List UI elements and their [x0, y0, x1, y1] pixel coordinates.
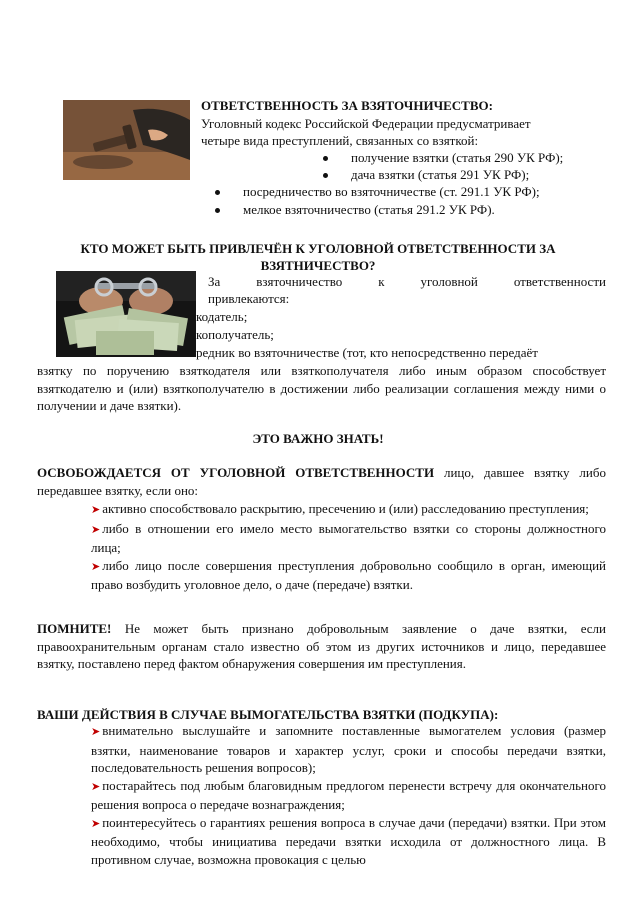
list-item-text: внимательно выслушайте и запомните поставленные вымогателем условия (размер взятки, наименование товаров и характер услуг, сроки и способы передачи взятки, последовательность решения вопросов);	[91, 723, 606, 775]
section5-title: ВАШИ ДЕЙСТВИЯ В СЛУЧАЕ ВЫМОГАТЕЛЬСТВА ВЗЯТКИ (ПОДКУПА):	[37, 707, 499, 722]
gavel-photo	[63, 100, 190, 180]
list-item	[91, 814, 606, 869]
arrow-bullet-icon: ➤	[91, 560, 101, 573]
s2-item-intermediary: редник во взяточничестве (тот, кто непосредственно передаёт	[196, 345, 538, 360]
intro-word: За	[208, 274, 221, 289]
remember-bold: ПОМНИТЕ!	[37, 621, 112, 636]
section1-line1: Уголовный кодекс Российской Федерации предусматривает	[201, 116, 531, 131]
s1-item-2: дача взятки (статья 291 УК РФ);	[351, 167, 530, 182]
remember-paragraph	[37, 620, 606, 673]
gavel-photo-art	[63, 100, 190, 180]
section2-paragraph: взятку по поручению взяткодателя или взяткополучателя либо иным образом способствует взяткодателю и (или) взяткополучателю в достижении либо реализации соглашения между ними о получении и даче взятки).	[37, 363, 606, 413]
handcuffs-money-art	[56, 271, 196, 357]
intro-word: уголовной	[420, 274, 478, 289]
s2-item-giver: кодатель;	[196, 309, 248, 324]
s1-item-3: посредничество во взяточничестве (ст. 291.1 УК РФ);	[243, 184, 540, 199]
section3-lead	[37, 464, 606, 499]
list-item-text: либо лицо после совершения преступления добровольно сообщило в орган, имеющий право возбудить уголовное дело, о даче (передаче) взятки.	[91, 557, 606, 592]
list-item-text: активно способствовало раскрытию, пресечению и (или) расследованию преступления;	[102, 501, 589, 516]
list-item	[91, 722, 606, 777]
list-item-text: постарайтесь под любым благовидным предлогом перенести встречу для окончательного решения вопроса о передаче вознаграждения;	[91, 777, 606, 812]
list-item	[91, 777, 606, 814]
intro-word: взяточничество	[256, 274, 343, 289]
s1-item-4: мелкое взяточничество (статья 291.2 УК РФ).	[243, 202, 495, 217]
remember-text: Не может быть признано добровольным заявление о даче взятки, если правоохранительным органам стало известно об этом из других источников и лицо, передавшее взятку, поставлено перед фактом обнаружения совершения им преступления.	[37, 621, 606, 671]
list-item	[91, 520, 606, 557]
section1-line2: четыре вида преступлений, связанных со взяткой:	[201, 133, 479, 148]
section3-title: ЭТО ВАЖНО ЗНАТЬ!	[252, 431, 384, 446]
bullet-dot-icon	[323, 156, 328, 161]
section1-title: ОТВЕТСТВЕННОСТЬ ЗА ВЗЯТОЧНИЧЕСТВО:	[201, 98, 493, 113]
arrow-bullet-icon: ➤	[91, 726, 101, 738]
s2-item-taker: кополучатель;	[196, 327, 274, 342]
arrow-bullet-icon: ➤	[91, 780, 101, 793]
arrow-bullet-icon: ➤	[91, 504, 101, 516]
list-item-text: поинтересуйтесь о гарантиях решения вопроса в случае дачи (передачи) взятки. При этом необходимо, чтобы инициатива передачи взятки исходила от должностного лица. В противном случае, возможна провокация с целью	[91, 814, 606, 867]
bullet-dot-icon	[215, 190, 220, 195]
section2-title-line1: КТО МОЖЕТ БЫТЬ ПРИВЛЕЧЁН К УГОЛОВНОЙ ОТВЕТСТВЕННОСТИ ЗА	[80, 241, 556, 256]
list-item-text: либо в отношении его имело место вымогательство взятки со стороны должностного лица;	[91, 520, 606, 555]
section5-list	[91, 722, 606, 868]
s1-item-1: получение взятки (статья 290 УК РФ);	[351, 150, 564, 165]
section2-intro-2: привлекаются:	[208, 291, 290, 306]
section3-list	[91, 500, 606, 594]
section3-lead-bold: ОСВОБОЖДАЕТСЯ ОТ УГОЛОВНОЙ ОТВЕТСТВЕННОСТИ	[37, 465, 435, 480]
bullet-dot-icon	[323, 173, 328, 178]
intro-word: ответственности	[513, 274, 606, 289]
section2-title-line2: ВЗЯТНИЧЕСТВО?	[260, 258, 376, 273]
list-item	[91, 500, 606, 520]
intro-word: к	[378, 274, 385, 289]
list-item	[91, 557, 606, 594]
arrow-bullet-icon: ➤	[91, 523, 101, 536]
handcuffs-money-photo	[56, 271, 196, 357]
bullet-dot-icon	[215, 208, 220, 213]
section2-intro	[208, 273, 606, 291]
section3-lead-rest: лицо, давшее взятку либо передавшее взятку, если оно:	[37, 465, 606, 498]
arrow-bullet-icon: ➤	[91, 817, 101, 830]
